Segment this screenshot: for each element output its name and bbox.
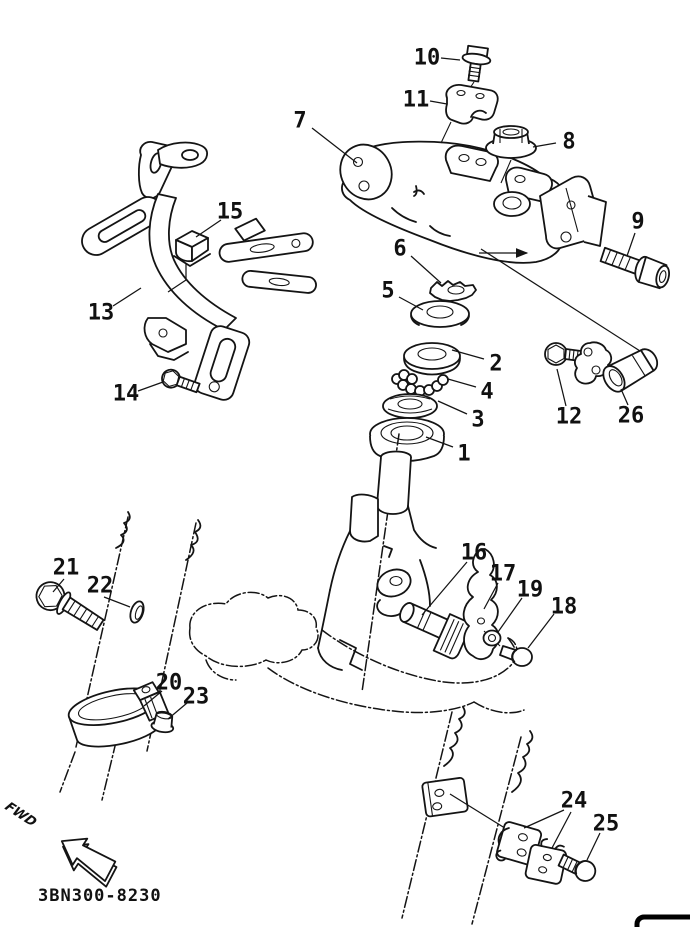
fwd-label: FWD — [1, 799, 40, 830]
callout-label-15: 15 — [216, 199, 244, 225]
lock-washer-19 — [484, 631, 501, 647]
callout-9 — [627, 210, 645, 257]
callout-label-23: 23 — [182, 684, 210, 710]
callout-label-12: 12 — [555, 404, 583, 430]
callout-label-11: 11 — [402, 87, 430, 113]
leader-line-12 — [557, 369, 566, 406]
callout-label-9: 9 — [631, 209, 645, 235]
callout-18 — [528, 595, 577, 649]
callout-7 — [293, 109, 357, 164]
callout-13 — [88, 288, 141, 326]
leader-line-25 — [587, 833, 600, 860]
callout-label-6: 6 — [393, 236, 407, 262]
tube-break-line — [186, 520, 200, 560]
callout-label-18: 18 — [550, 594, 578, 620]
callout-label-2: 2 — [489, 351, 503, 377]
leader-line-11 — [430, 101, 447, 104]
steering-lock-16 — [392, 595, 472, 660]
leader-line-8 — [533, 143, 556, 147]
callout-label-1: 1 — [457, 441, 471, 467]
callout-8 — [533, 130, 576, 155]
leader-line-24 — [524, 810, 564, 828]
callout-3 — [438, 401, 485, 433]
right-fork-tube — [402, 707, 532, 924]
headlamp-stay-bracket — [77, 142, 317, 403]
callout-label-26: 26 — [617, 403, 645, 429]
washer-22 — [128, 600, 146, 625]
bolt-25 — [557, 852, 599, 883]
left-fork-tube — [60, 512, 200, 800]
leader-line-6 — [411, 256, 441, 283]
tube-clamp-piece — [422, 777, 468, 817]
side-clamp-bolt-9 — [598, 247, 672, 290]
leader-line-19 — [498, 598, 522, 632]
callout-14 — [113, 382, 163, 407]
leader-line-13 — [113, 288, 141, 306]
leader-line-3 — [438, 401, 467, 414]
fwd-arrow — [0, 791, 123, 890]
lower-bearing-race-3 — [383, 394, 437, 418]
handlebar-holder — [446, 85, 498, 124]
callout-label-25: 25 — [592, 811, 620, 837]
leader-line-5 — [399, 297, 423, 310]
callout-label-14: 14 — [112, 381, 140, 407]
leader-line-24 — [552, 812, 571, 848]
callout-10 — [414, 46, 460, 71]
handlebar-clamp-bolt — [459, 45, 491, 83]
callout-label-19: 19 — [516, 577, 544, 603]
cable-holder-26 — [575, 342, 661, 395]
callout-label-20: 20 — [155, 670, 183, 696]
tube-break-line — [444, 707, 465, 766]
upper-triple-clamp — [331, 136, 606, 263]
callout-26 — [618, 389, 645, 429]
corner-box — [637, 917, 690, 927]
callout-label-24: 24 — [560, 788, 588, 814]
callout-label-10: 10 — [413, 45, 441, 71]
leader-line-14 — [138, 382, 163, 391]
callout-label-8: 8 — [562, 129, 576, 155]
callout-label-17: 17 — [489, 561, 517, 587]
callout-4 — [448, 379, 494, 405]
lock-pin-18 — [500, 646, 532, 666]
holder-axis-line — [441, 122, 451, 143]
bearing-cover-5 — [411, 301, 469, 327]
leader-line-9 — [627, 233, 635, 256]
callout-6 — [393, 237, 441, 284]
callout-label-16: 16 — [460, 540, 488, 566]
callout-25 — [587, 812, 619, 861]
steering-stem — [318, 434, 436, 692]
leader-line-10 — [441, 58, 460, 60]
diagram-code: 3BN300-8230 — [38, 886, 162, 906]
stay-damper-15 — [174, 231, 210, 266]
upper-bearing-race-2 — [404, 343, 460, 375]
callout-label-4: 4 — [480, 379, 494, 405]
callout-label-13: 13 — [87, 300, 115, 326]
callout-label-7: 7 — [293, 108, 307, 134]
leader-line-7 — [312, 128, 357, 163]
callout-label-3: 3 — [471, 407, 485, 433]
leader-line-4 — [448, 379, 476, 387]
callout-label-21: 21 — [52, 555, 80, 581]
lock-washer-6 — [430, 281, 476, 301]
callout-11 — [403, 88, 447, 113]
steering-stem-nut — [486, 126, 536, 158]
callout-label-22: 22 — [86, 573, 114, 599]
callout-label-5: 5 — [381, 278, 395, 304]
